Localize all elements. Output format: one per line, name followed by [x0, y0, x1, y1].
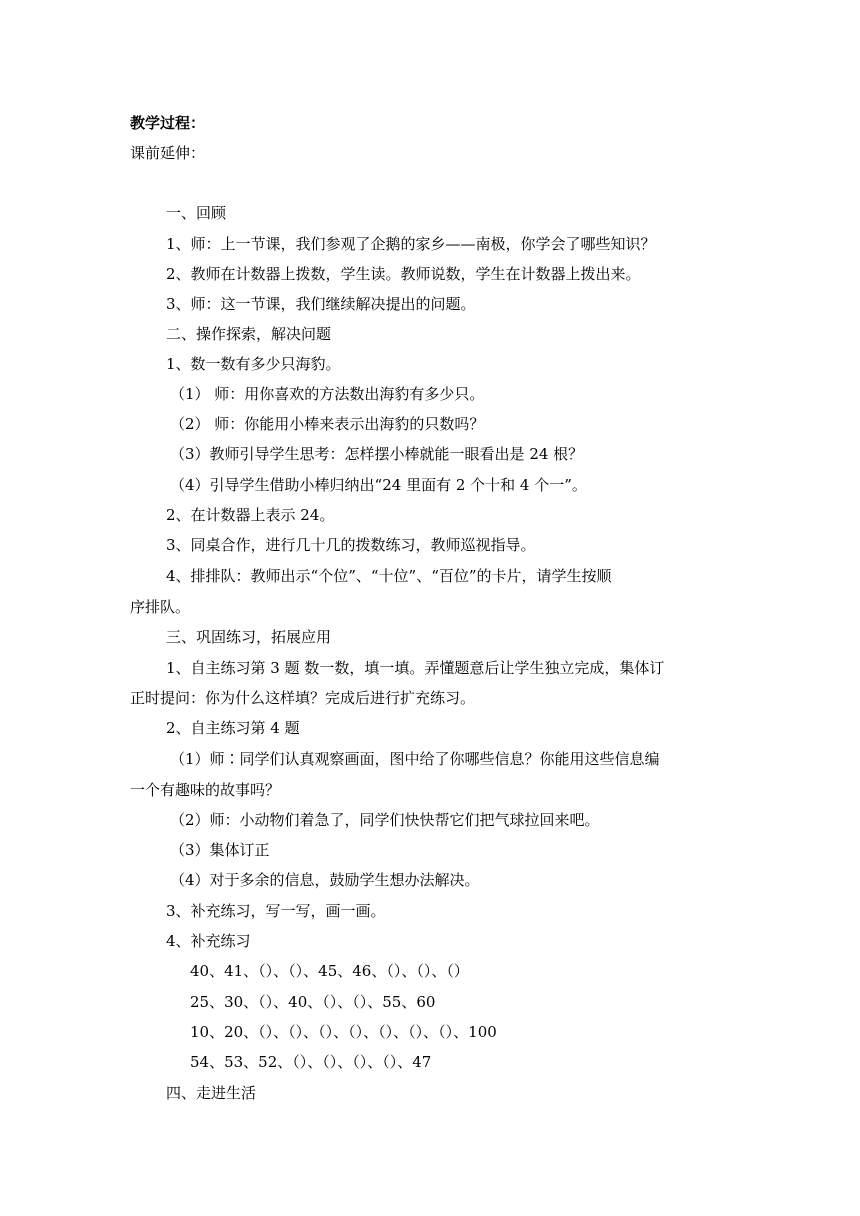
- text-line: 2、在计数器上表示 24。: [166, 506, 335, 524]
- text-line: 2、自主练习第 4 题: [166, 719, 300, 737]
- text-line: （1）师∶同学们认真观察画面，图中给了你哪些信息？你能用这些信息编: [170, 750, 660, 768]
- text-line: 1、自主练习第 3 题 数一数，填一填。弄懂题意后让学生独立完成，集体订: [166, 659, 665, 677]
- text-line: 2、教师在计数器上拨数，学生读。教师说数，学生在计数器上拨出来。: [166, 265, 641, 283]
- text-line: （3）集体订正: [170, 841, 270, 859]
- text-line: 一、回顾: [166, 204, 227, 222]
- text-line: 一个有趣味的故事吗？: [130, 781, 281, 799]
- text-line: （1） 师：用你喜欢的方法数出海豹有多少只。: [170, 385, 485, 403]
- text-line: 1、师：上一节课，我们参观了企鹅的家乡——南极，你学会了哪些知识？: [166, 235, 656, 253]
- number-sequence: 40、41、（）、（）、45、46、（）、（）、（）: [190, 962, 469, 980]
- text-line: （2）师：小动物们着急了，同学们快快帮它们把气球拉回来吧。: [170, 811, 600, 829]
- text-line: 二、操作探索，解决问题: [166, 325, 332, 343]
- section-heading: 教学过程：: [130, 114, 206, 132]
- text-line: 正时提问：你为什么这样填？完成后进行扩充练习。: [130, 689, 476, 707]
- text-line: 4、排排队：教师出示“个位”、“十位”、“百位”的卡片，请学生按顺: [166, 567, 612, 585]
- text-line: 1、数一数有多少只海豹。: [166, 355, 341, 373]
- text-line: （3）教师引导学生思考：怎样摆小棒就能一眼看出是 24 根？: [170, 445, 584, 463]
- pre-class-label: 课前延伸：: [130, 144, 206, 162]
- text-line: 四、走进生活: [166, 1084, 257, 1102]
- number-sequence: 54、53、52、（）、（）、（）、（）、47: [190, 1053, 432, 1071]
- text-line: （2） 师：你能用小棒来表示出海豹的只数吗？: [170, 415, 485, 433]
- text-line: 3、同桌合作，进行几十几的拨数练习，教师巡视指导。: [166, 536, 536, 554]
- number-sequence: 10、20、（）、（）、（）、（）、（）、（）、（）、100: [190, 1023, 497, 1041]
- number-sequence: 25、30、（）、40、（）、（）、55、60: [190, 993, 436, 1011]
- text-line: 序排队。: [130, 598, 191, 616]
- text-line: （4）对于多余的信息，鼓励学生想办法解决。: [170, 871, 480, 889]
- text-line: 3、补充练习，写一写，画一画。: [166, 902, 386, 920]
- text-line: 3、师：这一节课，我们继续解决提出的问题。: [166, 295, 476, 313]
- text-line: 4、补充练习: [166, 932, 251, 950]
- text-line: 三、巩固练习，拓展应用: [166, 628, 332, 646]
- text-line: （4）引导学生借助小棒归纳出“24 里面有 2 个十和 4 个一”。: [170, 476, 587, 494]
